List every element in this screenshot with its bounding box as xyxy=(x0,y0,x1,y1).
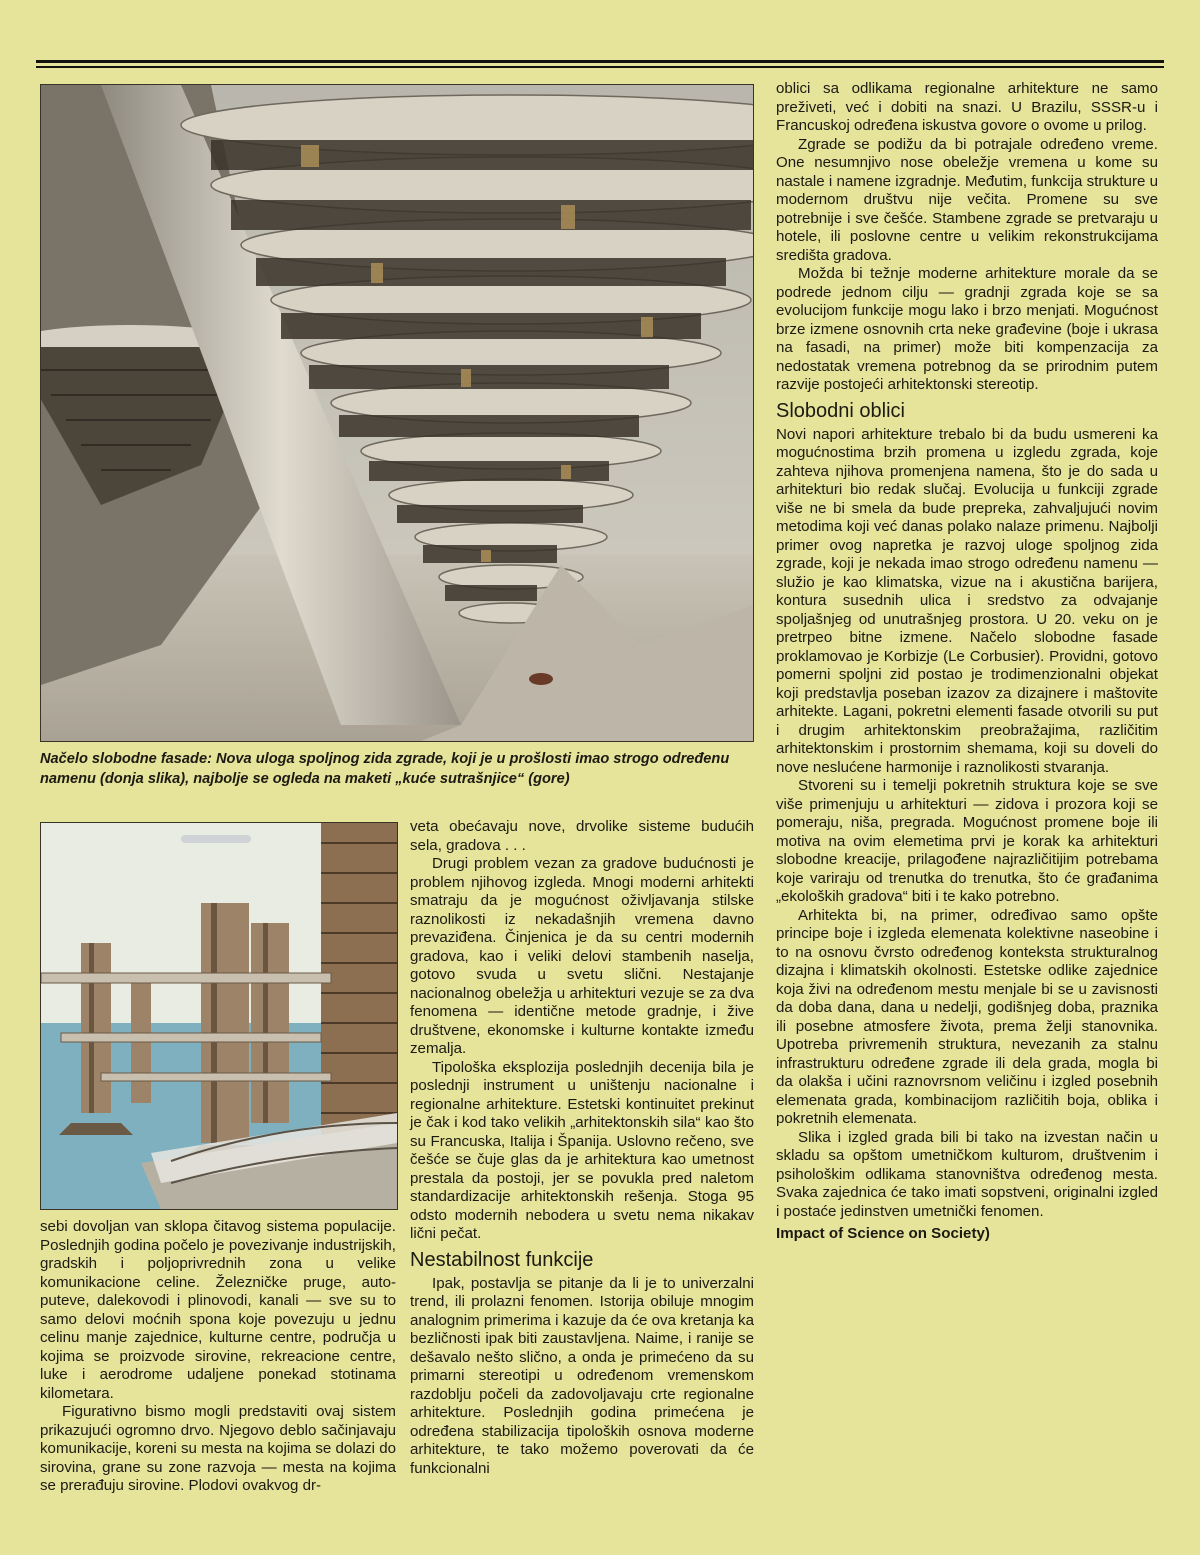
column-right xyxy=(776,80,1158,1244)
paragraph: Zgrade se podižu da bi potrajale određeno vreme. One nesumnjivo nose obeležje vremena u kome su nastale i namene izgradnje. Međutim, funkcija strukture u modernom društvu nije večita. Promene su sve potrebnije i sve češće. Stambene zgrade se pretvaraju u hotele, ili poslovne centre u velikim rekonstrukcijama središta gradova. xyxy=(776,135,1158,264)
paragraph: Figurativno bismo mogli predstaviti ovaj sistem prikazujući ogromno drvo. Njegovo deblo sačinjavaju komunikacije, koreni su mesta na kojima se dolazi do sirovina, grane su zone razvoja — mesta na kojima se prerađuju sirovine. Plodovi ovakvog dr- xyxy=(40,1403,396,1494)
paragraph: oblici sa odlikama regionalne arhitekture ne samo preživeti, već i dobiti na snazi. U Brazilu, SSSR-u i Francuskoj određena iskustva govore o ovome u prilog. xyxy=(776,80,1158,134)
paragraph: Stvoreni su i temelji pokretnih struktura koje se sve više primenjuju u arhitekturi — zidova i prozora koji se pomeraju, niša, pregrada. Mogućnost promene boje ili motiva na ovim elemetima prvi je korak ka arhitekturi slobodne kreacije, prilagođene najrazličitijim potrebama koje variraju od trenutka do trenutka, što će građanima „ekoloških gradova“ biti i te kako potrebno. xyxy=(776,777,1158,905)
paragraph: sebi dovoljan van sklopa čitavog sistema populacije. Poslednjih godina počelo je povezivanje industrijskih, gradskih i poljoprivrednih zona u velike komunikacione celine. Železničke pruge, auto-puteve, dalekovodi i plinovodi, kanali — sve su to samo delovi moćnih spona koje povezuju u jednu celinu manje zajednice, kulturne centre, područja u kojima se proizvode sirovine, rekreacione centre, luke i aerodrome udaljene ponekad stotinama kilometara. xyxy=(40,1218,396,1402)
column-middle xyxy=(410,818,754,1478)
illustration-future-city xyxy=(40,822,398,1210)
paragraph: Ipak, postavlja se pitanje da li je to univerzalni trend, ili prolazni fenomen. Istorija obiluje mnogim analognim primerima i kazuje da će ova kretanja ka bezličnosti ipak biti zaustavljena. Naime, i ranije se dešavalo nešto slično, a onda je primećeno da su primarni stereotipi u određenom vremenskom razdoblju počeli da zadovoljavaju crte regionalne arhitekture. Poslednjih godina primećena je određena stabilizacija tipoloških osnova moderne arhitekture, te tako možemo poverovati da će funkcionalni xyxy=(410,1274,754,1477)
paragraph: Drugi problem vezan za gradove budućnosti je problem njihovog izgleda. Mnogi moderni arhitekti smatraju da je mogućnost oživljavanja stilske raznolikosti iz nekadašnjih vremena davno prevaziđena. Činjenica je da su centri modernih gradova, kao i veliki delovi stambenih naselja, gotovo svuda u svetu slični. Nestajanje nacionalnog obeležja u arhitekturi vezuje se za dva fenomena — identične metode gradnje, i žive društvene, ekonomske i kulturne kontakte između zemalja. xyxy=(410,855,754,1057)
paragraph: Novi napori arhitekture trebalo bi da budu usmereni ka mogućnostima brzih promena u izgledu zgrada, koje zahteva njihova promenjena namena, što je do sada u arhitekturi bio redak slučaj. Evolucija u funkciji zgrade više ne bi smela da bude prepreka, zahvaljujući novim metodima koji već danas polako nalaze primenu. Najbolji primer ovog napretka je razvoj uloge spoljnog zida zgrade, koji je nekada imao strogo određenu namenu — služio je kao klimatska, vizue na i akustična barijera, kontura susednih ulica i sredstvo za odvajanje spoljašnjeg od unutrašnjeg prostora. U 20. veku on je pretrpeo bitne izmene. Načelo slobodne fasade proklamovao je Korbizje (Le Corbusier). Providni, gotovo pomerni spoljni zid postao je trodimenzionalni objekat koji predstavlja poseban izazov za dizajnere i maštovite arhitekte. Lagani, pokretni elementi fasade otvorili su put i drugim arhitektonskim preobražajima, različitim arhitektonskim i prostornim shemama, koji su doveli do nove neslućene harmonije i raznolikosti stvaranja. xyxy=(776,425,1158,776)
paragraph: Tipološka eksplozija poslednjih decenija bila je poslednji instrument u uništenju nacionalne i regionalne arhitekture. Estetski kontinuitet prekinut je čak i kod tako velikih „arhitektonskih sila“ kao što su Francuska, Italija i Španija. Uslovno rečeno, sve češće se čuje glas da je arhitektura kao umetnost prestala da postoji, jer se povukla pred naletom standardizacije arhitektonskih rešenja. Stoga 95 odsto modernih nebodera u svetu nema nikakav lični pečat. xyxy=(410,1058,754,1242)
section-heading: Nestabilnost funkcije xyxy=(410,1248,594,1271)
header-rule-bottom xyxy=(36,66,1164,68)
column-left xyxy=(40,1218,396,1496)
source-credit: Impact of Science on Society) xyxy=(776,1225,990,1242)
paragraph: Arhitekta bi, na primer, određivao samo opšte principe boje i izgleda elemenata kolektivne naseobine i to na osnovu čvrsto određenog konteksta strukturalnog dizajna i klimatskih okolnosti. Estetske odlike zajednice koja živi na određenom mestu menjale bi se u zavisnosti da doba dana, dana u nedelji, godišnjeg doba, praznika ili posebne atmosfere života, prema želji stanovnika. Upotreba privremenih struktura, nevezanih za stalnu infrastrukturu određene zgrade ili dela grada, mogla bi da olakša i učini raznovrsnom veličinu i izgled posebnih elemenata grada, kombinacijom različitih boja, oblika i pokretnih elemenata. xyxy=(776,906,1158,1127)
paragraph: Slika i izgled grada bili bi tako na izvestan način u skladu sa opštom umetničkom kulturom, društvenim i psihološkim odlikama stanovništva određenog mesta. Svaka zajednica će tako imati sopstveni, originalni izgled i postaće jedinstven umetnički fenomen. xyxy=(776,1128,1158,1220)
paragraph: veta obećavaju nove, drvolike sisteme budućih sela, gradova . . . xyxy=(410,818,754,854)
photo-caption: Načelo slobodne fasade: Nova uloga spoljnog zida zgrade, koji je u prošlosti imao strogo određenu namenu (donja slika), najbolje se ogleda na maketi „kuće sutrašnjice“ (gore) xyxy=(40,751,730,787)
paragraph: Možda bi težnje moderne arhitekture morale da se podrede jednom cilju — gradnji zgrada koje se sa evolucijom funkcije mogu lako i brzo menjati. Mogućnost brze izmene osnovnih crta neke građevine (boje i ukrasa na fasadi, na primer) može biti kompenzacija za nedostatak vremena potrebnog da se prirodnim putem razvije postojeći arhitektonski stereotip. xyxy=(776,265,1158,393)
header-rule-top xyxy=(36,60,1164,63)
section-heading: Slobodni oblici xyxy=(776,399,905,422)
photo-house-of-tomorrow xyxy=(40,84,754,742)
